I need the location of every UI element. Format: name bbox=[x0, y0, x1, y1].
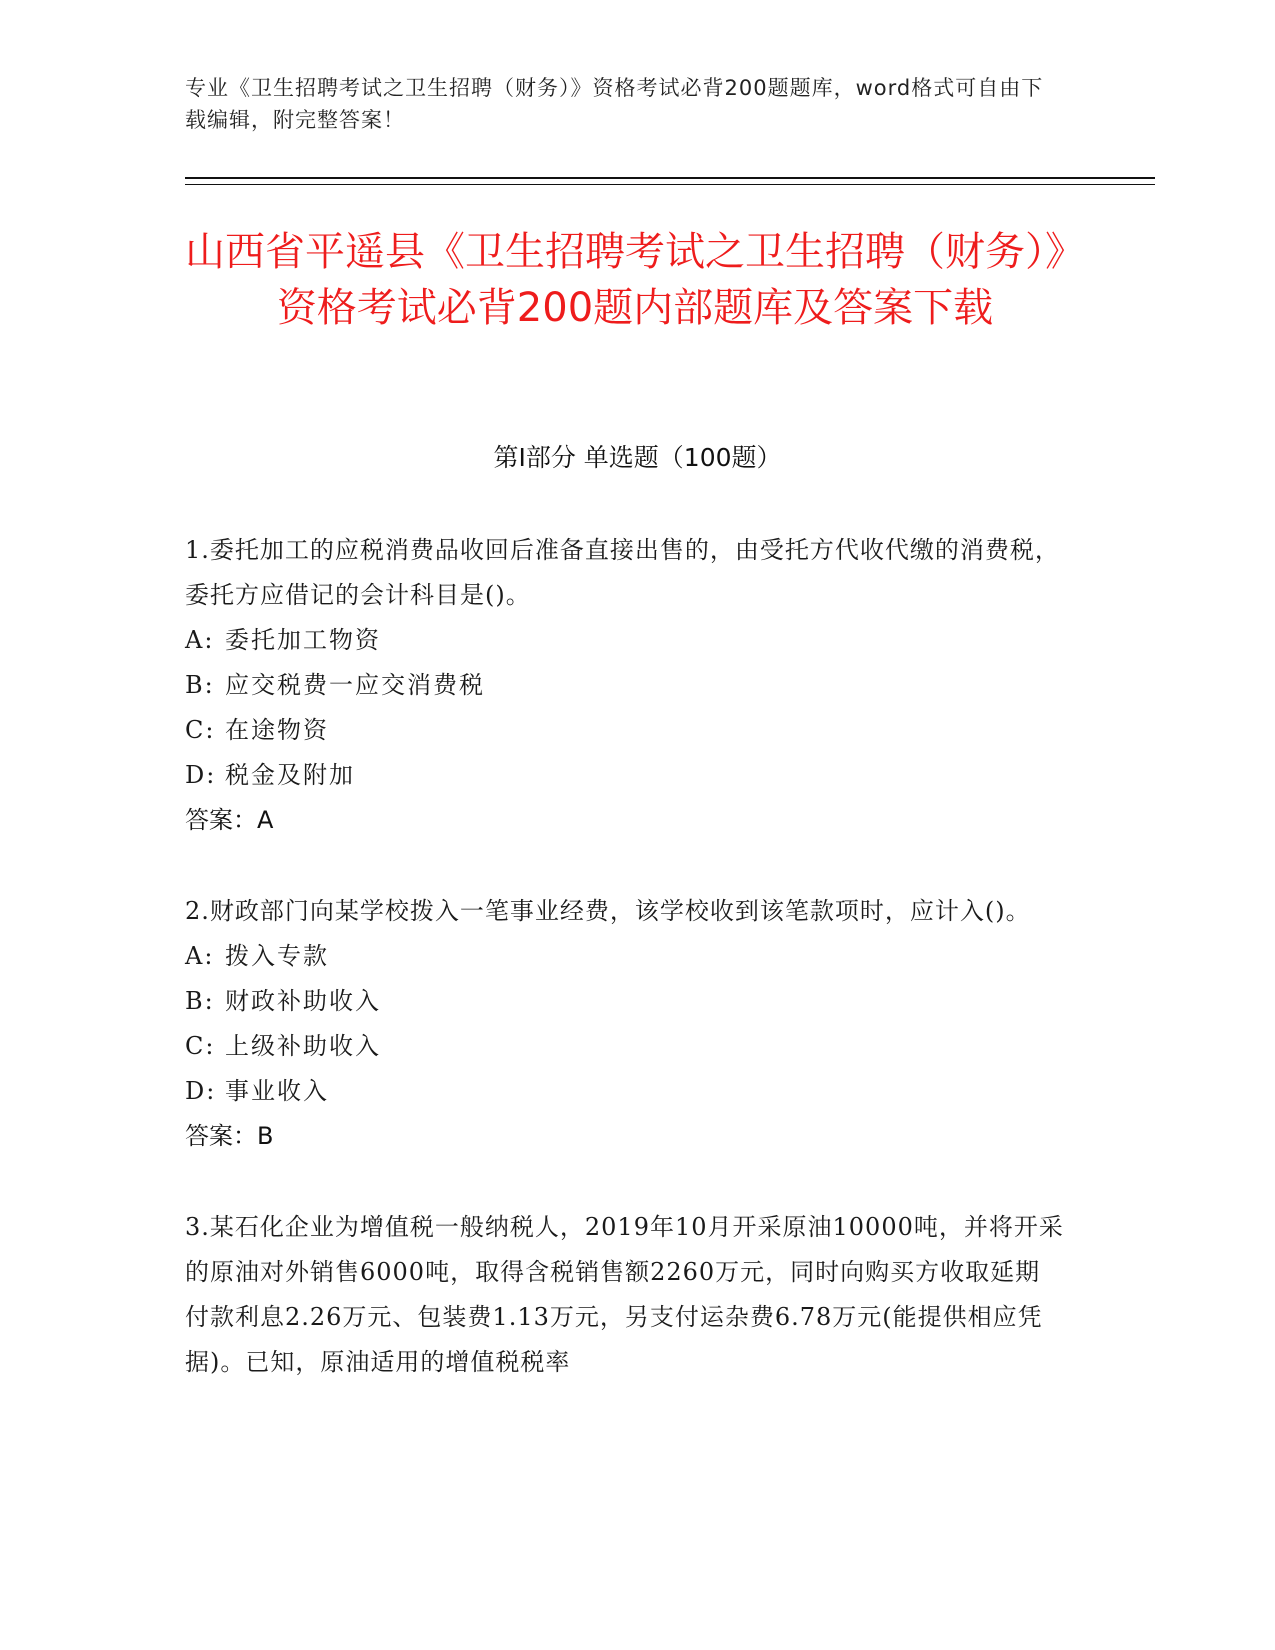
section-heading: 第I部分 单选题（100题） bbox=[493, 443, 782, 472]
question-1 bbox=[185, 528, 1065, 843]
option-text: 委托加工物资 bbox=[225, 626, 381, 654]
question-list bbox=[185, 528, 1065, 1431]
option-text: 应交税费一应交消费税 bbox=[225, 671, 485, 699]
option-a bbox=[185, 618, 1065, 663]
answer-label: 答案：A bbox=[185, 806, 274, 834]
option-text: 税金及附加 bbox=[225, 761, 355, 789]
header-rule-thick bbox=[185, 177, 1155, 179]
option-letter: B: bbox=[185, 987, 215, 1015]
option-letter: A: bbox=[185, 942, 215, 970]
option-b bbox=[185, 663, 1065, 708]
option-text: 拨入专款 bbox=[225, 942, 329, 970]
document-title: 山西省平遥县《卫生招聘考试之卫生招聘（财务）》资格考试必背200题内部题库及答案下载 bbox=[185, 229, 1085, 331]
option-c bbox=[185, 1024, 1065, 1069]
option-letter: D: bbox=[185, 761, 217, 789]
option-letter: B: bbox=[185, 671, 215, 699]
answer-label: 答案：B bbox=[185, 1122, 274, 1150]
option-a bbox=[185, 934, 1065, 979]
option-text: 事业收入 bbox=[225, 1077, 329, 1105]
option-text: 在途物资 bbox=[225, 716, 329, 744]
option-text: 上级补助收入 bbox=[225, 1032, 381, 1060]
option-b bbox=[185, 979, 1065, 1024]
option-letter: C: bbox=[185, 716, 216, 744]
option-c bbox=[185, 708, 1065, 753]
question-stem: 1.委托加工的应税消费品收回后准备直接出售的，由受托方代收代缴的消费税，委托方应借记的会计科目是()。 bbox=[185, 536, 1060, 609]
question-stem: 2.财政部门向某学校拨入一笔事业经费，该学校收到该笔款项时，应计入()。 bbox=[185, 897, 1031, 925]
option-letter: D: bbox=[185, 1077, 217, 1105]
option-letter: A: bbox=[185, 626, 215, 654]
document-header-note: 专业《卫生招聘考试之卫生招聘（财务）》资格考试必背200题题库，word格式可自由下载编辑，附完整答案！ bbox=[185, 76, 1044, 132]
option-d bbox=[185, 753, 1065, 798]
option-d bbox=[185, 1069, 1065, 1114]
question-stem: 3.某石化企业为增值税一般纳税人，2019年10月开采原油10000吨，并将开采的原油对外销售6000吨，取得含税销售额2260万元，同时向购买方收取延期付款利息2.26万元、包装费1.13万元，另支付运杂费6.78万元(能提供相应凭据)。已知，原油适用的增值税税率 bbox=[185, 1213, 1064, 1376]
question-3 bbox=[185, 1205, 1065, 1385]
question-2 bbox=[185, 889, 1065, 1159]
option-text: 财政补助收入 bbox=[225, 987, 381, 1015]
option-letter: C: bbox=[185, 1032, 216, 1060]
header-rule-thin bbox=[185, 184, 1155, 185]
